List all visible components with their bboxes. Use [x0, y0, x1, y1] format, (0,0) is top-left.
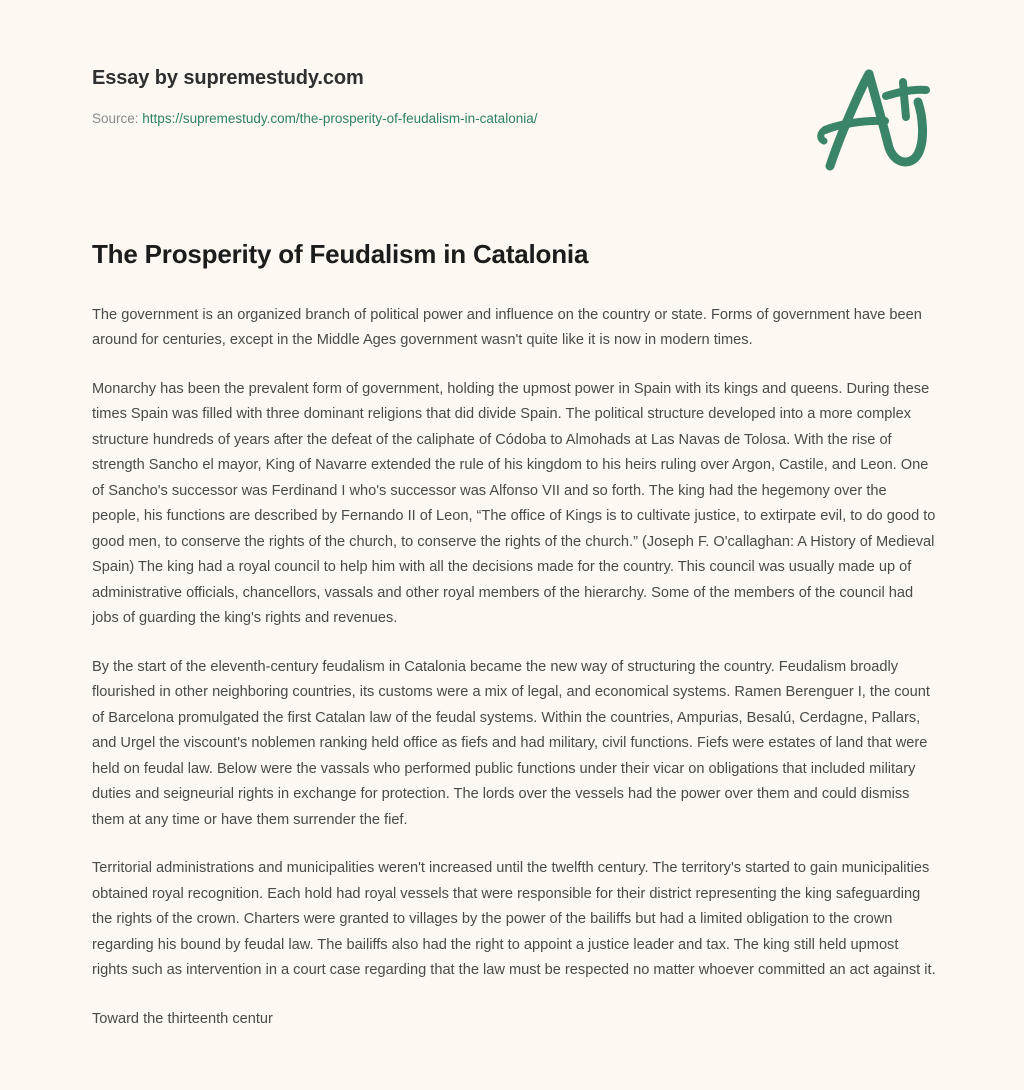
article-paragraph: Monarchy has been the prevalent form of government, holding the upmost power in Spain with its kings and queens. During these times Spain was filled with three dominant religions that did divide Spain. The political structure developed into a more complex structure hundreds of years after the defeat of the caliphate of Códoba to Almohads at Las Navas de Tolosa. With the rise of strength Sancho el mayor, King of Navarre extended the rule of his kingdom to his heirs ruling over Argon, Castile, and Leon. One of Sancho's successor was Ferdinand I who's successor was Alfonso VII and so forth. The king had the hegemony over the people, his functions are described by Fernando II of Leon, “The office of Kings is to cultivate justice, to extirpate evil, to do good to good men, to conserve the rights of the church, to conserve the rights of the church.” (Joseph F. O'callaghan: A History of Medieval Spain) The king had a royal council to help him with all the decisions made for the country. This council was usually made up of administrative officials, chancellors, vassals and other royal members of the hierarchy. Some of the members of the council had jobs of guarding the king's rights and revenues.	[92, 380, 936, 626]
a-plus-logo[interactable]	[806, 62, 936, 180]
essay-attribution: Essay by supremestudy.com	[92, 67, 364, 89]
article-paragraph: By the start of the eleventh-century feudalism in Catalonia became the new way of structuring the country. Feudalism broadly flourished in other neighboring countries, its customs were a mix of legal, and economical systems. Ramen Berenguer I, the count of Barcelona promulgated the first Catalan law of the feudal systems. Within the countries, Ampurias, Besalú, Cerdagne, Pallars, and Urgel the viscount's noblemen ranking held office as fiefs and had military, civil functions. Fiefs were estates of land that were held on feudal law. Below were the vassals who performed public functions under their vicar on obligations that included military duties and seigneurial rights in exchange for protection. The lords over the vessels had the power over them and could dismiss them at any time or have them surrender the fief.	[92, 658, 930, 828]
article-body	[92, 303, 938, 1033]
article-title: The Prosperity of Feudalism in Catalonia	[92, 239, 589, 269]
article-paragraph: The government is an organized branch of political power and influence on the country or state. Forms of government have been around for centuries, except in the Middle Ages government wasn't quite like it is now in modern times.	[92, 306, 922, 348]
header-text-block	[92, 66, 792, 128]
article	[92, 238, 938, 1032]
source-label: Source:	[92, 111, 139, 126]
a-plus-logo-icon	[806, 62, 936, 180]
article-paragraph: Toward the thirteenth centur	[92, 1010, 273, 1027]
source-url-link[interactable]: https://supremestudy.com/the-prosperity-of-feudalism-in-catalonia/	[142, 111, 538, 126]
source-line	[92, 110, 792, 128]
page-header	[0, 0, 1024, 200]
article-paragraph: Territorial administrations and municipalities weren't increased until the twelfth century. The territory's started to gain municipalities obtained royal recognition. Each hold had royal vessels that were responsible for their district representing the king safeguarding the rights of the crown. Charters were granted to villages by the power of the bailiffs but had a limited obligation to the crown regarding his bound by feudal law. The bailiffs also had the right to appoint a justice leader and tax. The king still held upmost rights such as intervention in a court case regarding that the law must be respected no matter whoever committed an act against it.	[92, 860, 936, 978]
